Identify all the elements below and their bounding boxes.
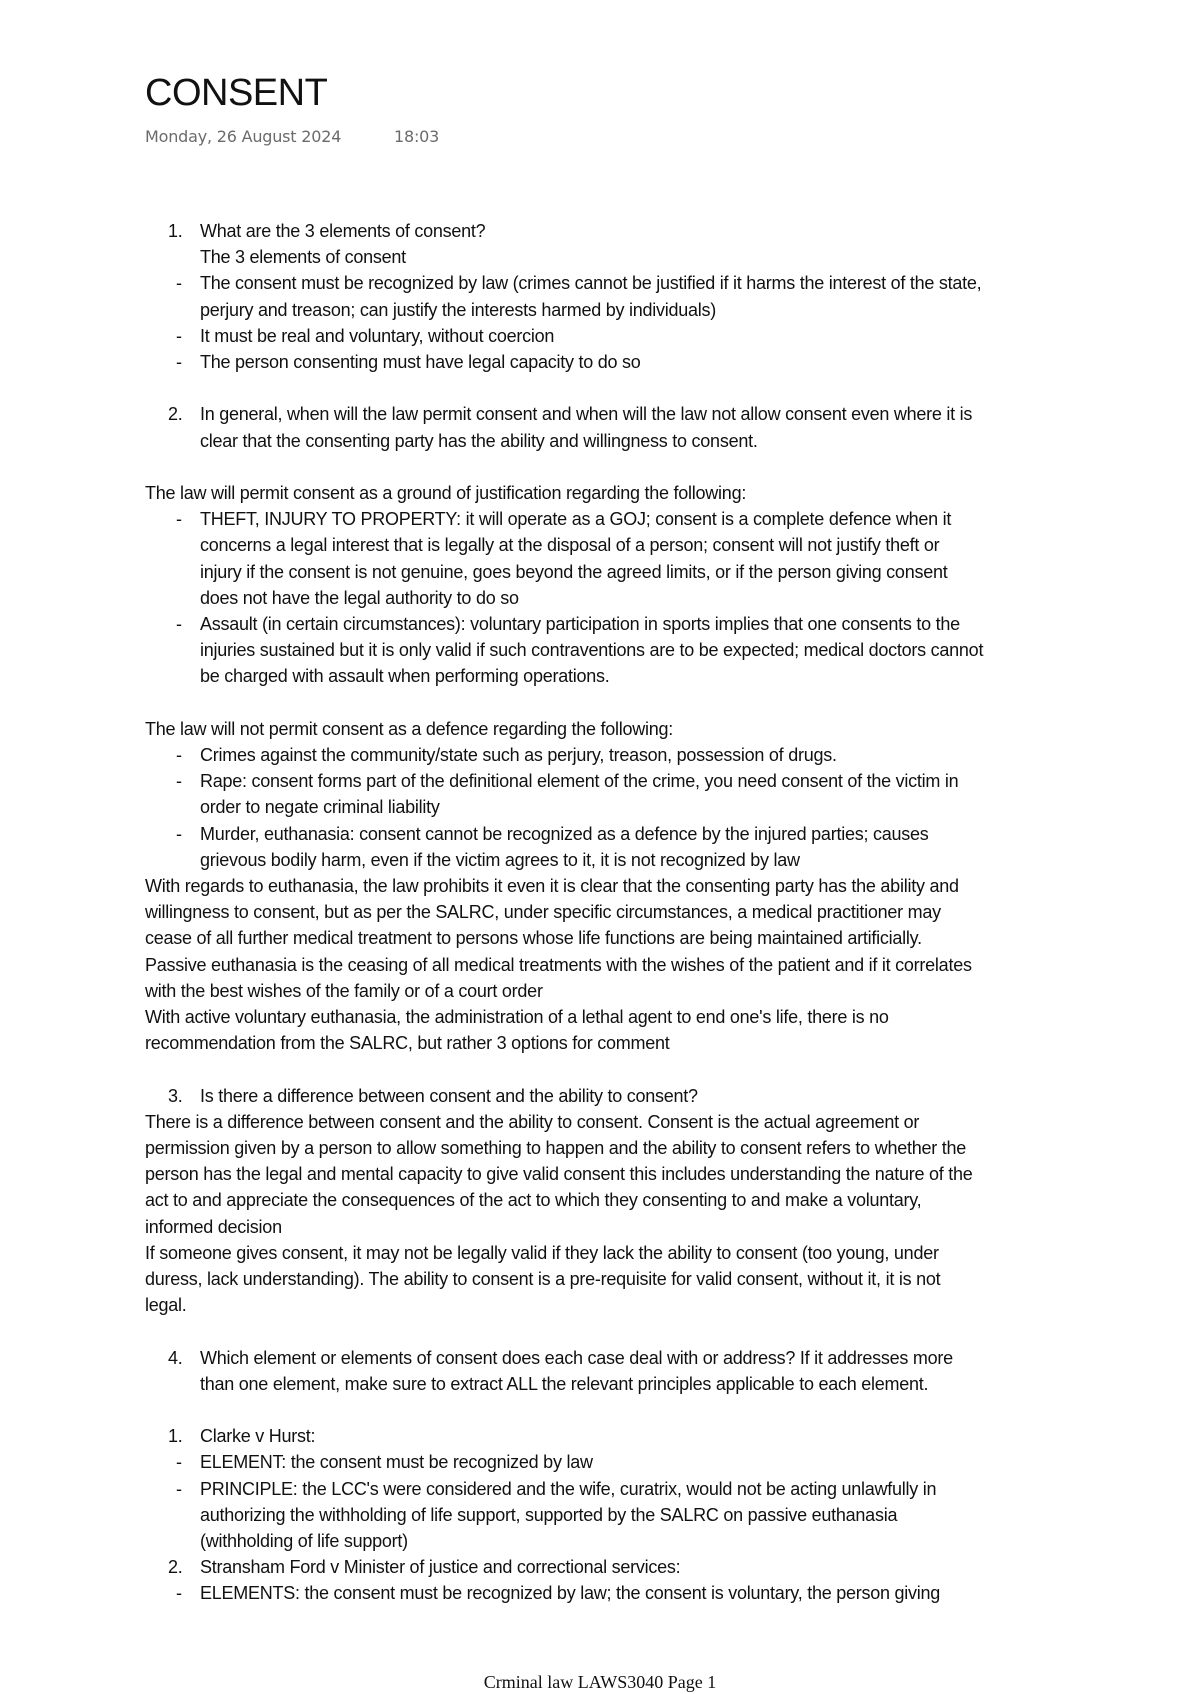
page-title: CONSENT [145, 72, 328, 114]
case-name: Clarke v Hurst: [200, 1426, 316, 1447]
list-number: 2. [168, 1557, 183, 1578]
bullet-text: The consent must be recognized by law (crimes cannot be justified if it harms the interest of the state, [200, 273, 982, 294]
bullet-text: THEFT, INJURY TO PROPERTY: it will operate as a GOJ; consent is a complete defence when it [200, 509, 952, 530]
question-text: Is there a difference between consent and the ability to consent? [200, 1085, 698, 1106]
text-line: (withholding of life support) [200, 1531, 408, 1552]
bullet-dash: - [176, 745, 182, 766]
text-line: duress, lack understanding). The ability to consent is a pre-requisite for valid consent, without it, it is not [145, 1269, 941, 1290]
note-body [145, 218, 1065, 1607]
text-line: If someone gives consent, it may not be legally valid if they lack the ability to consent (too young, under [145, 1242, 939, 1263]
bullet-item [145, 742, 1065, 768]
question-text: What are the 3 elements of consent? [200, 221, 486, 241]
text-line: Passive euthanasia is the ceasing of all medical treatments with the wishes of the patient and if it correlates [145, 954, 972, 975]
bullet-text: Crimes against the community/state such as perjury, treason, possession of drugs. [200, 745, 837, 766]
bullet-item [145, 1580, 1065, 1606]
case-name: Stransham Ford v Minister of justice and correctional services: [200, 1557, 681, 1578]
bullet-text: ELEMENTS: the consent must be recognized by law; the consent is voluntary, the person giving [200, 1583, 941, 1604]
list-number: 3. [168, 1085, 183, 1106]
page-date: Monday, 26 August 2024 [145, 127, 342, 146]
text-line: be charged with assault when performing operations. [200, 666, 610, 687]
bullet-item [145, 611, 1065, 637]
text-line: cease of all further medical treatment to persons whose life functions are being maintained artificially. [145, 928, 922, 949]
text-line: perjury and treason; can justify the interests harmed by individuals) [200, 299, 717, 320]
text-line: The 3 elements of consent [200, 247, 406, 268]
bullet-item [145, 821, 1065, 847]
bullet-item [145, 768, 1065, 794]
page-time: 18:03 [394, 127, 440, 146]
bullet-text: Rape: consent forms part of the definitional element of the crime, you need consent of the victim in [200, 771, 959, 792]
text-line: The law will not permit consent as a defence regarding the following: [145, 718, 674, 739]
question-4 [145, 1345, 1065, 1371]
question-text: Which element or elements of consent does each case deal with or address? If it addresses more [200, 1347, 953, 1368]
text-line: With active voluntary euthanasia, the administration of a lethal agent to end one's life, there is no [145, 1007, 889, 1028]
bullet-dash: - [176, 1452, 182, 1473]
bullet-text: Murder, euthanasia: consent cannot be recognized as a defence by the injured parties; causes [200, 823, 929, 844]
text-line: With regards to euthanasia, the law prohibits it even it is clear that the consenting party has the ability and [145, 876, 959, 897]
bullet-item [145, 270, 1065, 296]
bullet-dash: - [176, 352, 182, 373]
text-line: recommendation from the SALRC, but rather 3 options for comment [145, 1033, 670, 1054]
bullet-text: PRINCIPLE: the LCC's were considered and the wife, curatrix, would not be acting unlawfully in [200, 1478, 937, 1499]
bullet-dash: - [176, 614, 182, 635]
bullet-dash: - [176, 1478, 182, 1499]
text-line: There is a difference between consent and the ability to consent. Consent is the actual agreement or [145, 1111, 920, 1132]
list-number: 4. [168, 1347, 183, 1368]
list-number: 1. [168, 221, 183, 241]
text-line: with the best wishes of the family or of a court order [145, 980, 543, 1001]
bullet-item [145, 1449, 1065, 1475]
question-3 [145, 1083, 1065, 1109]
text-line: permission given by a person to allow something to happen and the ability to consent refers to whether the [145, 1138, 967, 1159]
bullet-dash: - [176, 771, 182, 792]
list-number: 2. [168, 404, 183, 425]
text-line: The law will permit consent as a ground of justification regarding the following: [145, 483, 747, 503]
text-line: willingness to consent, but as per the SALRC, under specific circumstances, a medical practitioner may [145, 902, 941, 923]
question-2 [145, 401, 1065, 427]
list-number: 1. [168, 1426, 183, 1447]
bullet-item [145, 323, 1065, 349]
text-line: does not have the legal authority to do so [200, 587, 519, 608]
text-line: injuries sustained but it is only valid if such contraventions are to be expected; medical doctors cannot [200, 640, 984, 661]
text-line: legal. [145, 1295, 187, 1316]
text-line: person has the legal and mental capacity to give valid consent this includes understanding the nature of the [145, 1164, 973, 1185]
text-line: order to negate criminal liability [200, 797, 440, 818]
text-line: act to and appreciate the consequences of the act to which they consenting to and make a voluntary, [145, 1190, 922, 1211]
text-line: authorizing the withholding of life support, supported by the SALRC on passive euthanasia [200, 1504, 898, 1525]
text-line: concerns a legal interest that is legally at the disposal of a person; consent will not justify theft or [200, 535, 940, 556]
page-footer: Crminal law LAWS3040 Page 1 [483, 1672, 717, 1692]
question-1 [145, 218, 1065, 244]
bullet-dash: - [176, 823, 182, 844]
bullet-dash: - [176, 325, 182, 346]
bullet-text: The person consenting must have legal capacity to do so [200, 352, 641, 373]
bullet-text: ELEMENT: the consent must be recognized by law [200, 1452, 593, 1473]
text-line: injury if the consent is not genuine, goes beyond the agreed limits, or if the person giving consent [200, 561, 948, 582]
case-2 [145, 1554, 1065, 1580]
bullet-item [145, 1476, 1065, 1502]
bullet-dash: - [176, 273, 182, 294]
text-line: clear that the consenting party has the ability and willingness to consent. [200, 430, 758, 451]
text-line: informed decision [145, 1216, 282, 1237]
question-text: In general, when will the law permit consent and when will the law not allow consent even where it is [200, 404, 973, 425]
bullet-text: Assault (in certain circumstances): voluntary participation in sports implies that one consents to the [200, 614, 960, 635]
text-line: grievous bodily harm, even if the victim agrees to it, it is not recognized by law [200, 849, 800, 870]
bullet-dash: - [176, 509, 182, 530]
bullet-text: It must be real and voluntary, without coercion [200, 325, 555, 346]
text-line: than one element, make sure to extract ALL the relevant principles applicable to each element. [200, 1373, 929, 1394]
bullet-item [145, 349, 1065, 375]
case-1 [145, 1423, 1065, 1449]
bullet-dash: - [176, 1583, 182, 1604]
bullet-item [145, 506, 1065, 532]
